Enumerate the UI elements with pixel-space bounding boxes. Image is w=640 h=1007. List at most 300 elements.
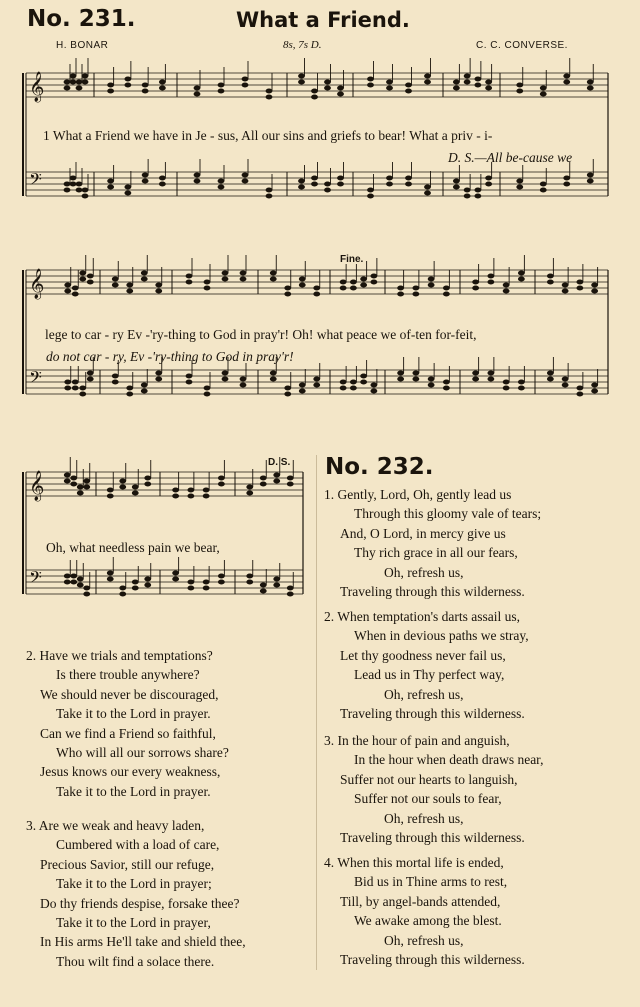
note-head [591, 289, 598, 294]
stanza-line: Traveling through this wilderness. [340, 706, 525, 722]
stanza-line: And, O Lord, in mercy give us [340, 525, 506, 541]
note-head [443, 380, 450, 385]
note-head [87, 274, 94, 279]
hymn-231-title: What a Friend. [236, 8, 410, 32]
note-head [370, 389, 377, 394]
note-head [340, 286, 347, 291]
note-head [386, 86, 393, 91]
note-head [87, 377, 94, 382]
note-head [82, 194, 89, 199]
note-head [240, 277, 247, 282]
note-head [472, 377, 479, 382]
note-head [141, 389, 148, 394]
note-head [503, 289, 510, 294]
note-head [124, 191, 131, 196]
note-head [260, 482, 267, 487]
note-head [591, 389, 598, 394]
note-head [313, 377, 320, 382]
note-head [350, 280, 357, 285]
stanza-line: In the hour when death draws near, [354, 752, 544, 768]
note-head [203, 586, 210, 591]
note-head [311, 176, 318, 181]
note-head [516, 89, 523, 94]
note-head [562, 289, 569, 294]
note-head [485, 176, 492, 181]
note-head [155, 283, 162, 288]
note-head [516, 83, 523, 88]
note-head [273, 473, 280, 478]
note-head [64, 283, 71, 288]
note-head [443, 292, 450, 297]
note-head [194, 179, 201, 184]
note-head [350, 286, 357, 291]
note-head [266, 194, 273, 199]
stanza-line: Take it to the Lord in prayer. [56, 706, 211, 722]
note-head [64, 380, 71, 385]
note-head [142, 89, 149, 94]
note-head [270, 277, 277, 282]
note-head [72, 380, 79, 385]
note-head [79, 392, 86, 397]
note-head [587, 80, 594, 85]
note-head [132, 580, 139, 585]
note-head [367, 83, 374, 88]
note-head [474, 194, 481, 199]
note-head [428, 277, 435, 282]
note-head [547, 280, 554, 285]
note-head [485, 182, 492, 187]
note-head [126, 392, 133, 397]
note-head [126, 386, 133, 391]
note-head [204, 280, 211, 285]
hymn-231-stanza-2 [26, 646, 229, 801]
system-3-lyric: Oh, what needless pain we bear, [46, 540, 220, 555]
note-head [72, 292, 79, 297]
note-head [222, 377, 229, 382]
system-2-ds-lyric: do not car - ry, Ev -'ry-thing to God in pray'r! [46, 349, 294, 364]
note-head [464, 80, 471, 85]
note-head [367, 188, 374, 193]
note-head [260, 476, 267, 481]
note-head [287, 592, 294, 597]
system-1-treble-clef-icon: 𝄞 [29, 72, 45, 102]
note-head [144, 583, 151, 588]
note-head [518, 271, 525, 276]
note-head [83, 586, 90, 591]
note-head [443, 286, 450, 291]
note-head [70, 80, 77, 85]
note-head [453, 179, 460, 184]
note-head [64, 182, 71, 187]
note-head [187, 494, 194, 499]
note-head [587, 179, 594, 184]
note-head [397, 371, 404, 376]
note-head [453, 80, 460, 85]
hymn-232-stanza-1 [324, 485, 541, 601]
note-head [64, 80, 71, 85]
note-head [144, 476, 151, 481]
note-head [412, 292, 419, 297]
note-head [298, 80, 305, 85]
note-head [453, 185, 460, 190]
note-head [194, 173, 201, 178]
note-head [487, 274, 494, 279]
system-3-treble-clef-icon: 𝄞 [29, 471, 45, 501]
note-head [370, 280, 377, 285]
stanza-line: Oh, refresh us, [384, 564, 464, 580]
note-head [126, 289, 133, 294]
note-head [424, 191, 431, 196]
note-head [76, 80, 83, 85]
system-1-bass-clef-icon: 𝄢 [29, 169, 42, 193]
note-head [82, 80, 89, 85]
note-head [112, 283, 119, 288]
note-head [587, 173, 594, 178]
note-head [563, 74, 570, 79]
note-head [350, 380, 357, 385]
note-head [141, 271, 148, 276]
note-head [87, 371, 94, 376]
note-head [311, 89, 318, 94]
note-head [591, 383, 598, 388]
note-head [218, 482, 225, 487]
note-head [350, 386, 357, 391]
stanza-line: Take it to the Lord in prayer; [56, 876, 212, 892]
system-2-bass-clef-icon: 𝄢 [29, 367, 42, 391]
note-head [159, 176, 166, 181]
note-head [428, 283, 435, 288]
note-head [194, 86, 201, 91]
note-head [324, 80, 331, 85]
stanza-line: 2. Have we trials and temptations? [26, 648, 213, 663]
note-head [311, 95, 318, 100]
note-head [70, 476, 77, 481]
note-head [405, 83, 412, 88]
note-head [428, 377, 435, 382]
note-head [107, 179, 114, 184]
stanza-line: Oh, refresh us, [384, 932, 464, 948]
note-head [337, 92, 344, 97]
note-head [222, 277, 229, 282]
note-head [562, 377, 569, 382]
note-head [70, 74, 77, 79]
note-head [87, 280, 94, 285]
note-head [240, 271, 247, 276]
note-head [424, 80, 431, 85]
note-head [119, 485, 126, 490]
note-head [77, 491, 84, 496]
note-head [77, 583, 84, 588]
note-head [119, 586, 126, 591]
note-head [187, 488, 194, 493]
note-head [405, 182, 412, 187]
note-head [563, 80, 570, 85]
system-2-lyric: lege to car - ry Ev -'ry-thing to God in pray'r! Oh! what peace we of-ten for-feit, [45, 327, 477, 342]
note-head [107, 488, 114, 493]
note-head [172, 488, 179, 493]
note-head [273, 583, 280, 588]
note-head [70, 574, 77, 579]
stanza-line: Oh, refresh us, [384, 686, 464, 702]
stanza-line: Oh, refresh us, [384, 810, 464, 826]
note-head [186, 374, 193, 379]
note-head [222, 371, 229, 376]
note-head [284, 292, 291, 297]
system-1-lyric: 1 What a Friend we have in Je - sus, All our sins and griefs to bear! What a priv - i- [43, 128, 493, 143]
system-1-ds-lyric: D. S.—All be-cause we [448, 150, 573, 165]
note-head [464, 188, 471, 193]
note-head [83, 592, 90, 597]
note-head [82, 188, 89, 193]
note-head [64, 188, 71, 193]
note-head [76, 188, 83, 193]
stanza-line: Through this gloomy vale of tears; [354, 506, 542, 522]
note-head [155, 371, 162, 376]
note-head [284, 286, 291, 291]
note-head [412, 286, 419, 291]
note-head [203, 580, 210, 585]
note-head [242, 77, 249, 82]
note-head [337, 86, 344, 91]
note-head [79, 386, 86, 391]
note-head [518, 386, 525, 391]
note-head [107, 185, 114, 190]
note-head [246, 574, 253, 579]
stanza-line: Cumbered with a load of care, [56, 837, 220, 853]
note-head [386, 182, 393, 187]
note-head [360, 380, 367, 385]
note-head [70, 482, 77, 487]
stanza-line: Bid us in Thine arms to rest, [354, 874, 508, 890]
note-head [218, 185, 225, 190]
note-head [76, 86, 83, 91]
note-head [266, 188, 273, 193]
note-head [284, 386, 291, 391]
stanza-line: Thy rich grace in all our fears, [354, 545, 518, 561]
note-head [298, 179, 305, 184]
note-head [218, 179, 225, 184]
note-head [218, 89, 225, 94]
note-head [503, 380, 510, 385]
column-divider [316, 455, 317, 970]
note-head [242, 179, 249, 184]
fine-mark: Fine. [340, 254, 364, 265]
note-head [540, 92, 547, 97]
note-head [242, 173, 249, 178]
hymn-232-stanza-4 [324, 853, 525, 969]
note-head [516, 185, 523, 190]
note-head [132, 586, 139, 591]
note-head [518, 380, 525, 385]
note-head [142, 179, 149, 184]
note-head [287, 586, 294, 591]
note-head [474, 77, 481, 82]
note-head [194, 92, 201, 97]
note-head [503, 386, 510, 391]
note-head [485, 86, 492, 91]
note-head [83, 485, 90, 490]
note-head [187, 580, 194, 585]
note-head [516, 179, 523, 184]
stanza-line: When in devious paths we stray, [354, 628, 529, 644]
note-head [386, 80, 393, 85]
note-head [472, 371, 479, 376]
note-head [266, 89, 273, 94]
note-head [83, 479, 90, 484]
note-head [186, 380, 193, 385]
note-head [186, 280, 193, 285]
note-head [340, 380, 347, 385]
note-head [324, 86, 331, 91]
note-head [107, 577, 114, 582]
note-head [112, 380, 119, 385]
note-head [474, 83, 481, 88]
note-head [298, 74, 305, 79]
note-head [77, 577, 84, 582]
note-head [563, 176, 570, 181]
note-head [218, 574, 225, 579]
note-head [313, 292, 320, 297]
note-head [405, 176, 412, 181]
stanza-line: Suffer not our hearts to languish, [340, 771, 518, 787]
note-head [155, 289, 162, 294]
note-head [77, 485, 84, 490]
hymn-231-meter: 8s, 7s D. [283, 39, 322, 51]
stanza-line: 3. Are we weak and heavy laden, [26, 818, 205, 833]
stanza-line: We should never be discouraged, [40, 686, 219, 702]
note-head [242, 83, 249, 88]
note-head [70, 176, 77, 181]
hymn-231-number: No. 231. [27, 6, 136, 32]
note-head [64, 473, 71, 478]
note-head [141, 277, 148, 282]
stanza-line: In His arms He'll take and shield thee, [40, 934, 246, 950]
note-head [591, 283, 598, 288]
note-head [540, 86, 547, 91]
note-head [270, 377, 277, 382]
note-head [112, 277, 119, 282]
note-head [64, 574, 71, 579]
note-head [270, 371, 277, 376]
note-head [240, 383, 247, 388]
note-head [132, 485, 139, 490]
note-head [218, 83, 225, 88]
note-head [64, 580, 71, 585]
note-head [563, 182, 570, 187]
stanza-line: 1. Gently, Lord, Oh, gently lead us [324, 487, 512, 502]
hymn-232-stanza-2 [324, 607, 529, 723]
note-head [370, 383, 377, 388]
note-head [107, 494, 114, 499]
note-head [370, 274, 377, 279]
note-head [287, 482, 294, 487]
note-head [464, 194, 471, 199]
note-head [155, 377, 162, 382]
stanza-line: 4. When this mortal life is ended, [324, 855, 504, 870]
stanza-line: 3. In the hour of pain and anguish, [324, 733, 510, 748]
note-head [246, 485, 253, 490]
note-head [119, 592, 126, 597]
note-head [159, 182, 166, 187]
note-head [172, 571, 179, 576]
note-head [424, 74, 431, 79]
note-head [240, 377, 247, 382]
note-head [287, 476, 294, 481]
stanza-line: Can we find a Friend so faithful, [40, 725, 216, 741]
note-head [142, 173, 149, 178]
note-head [547, 371, 554, 376]
note-head [204, 392, 211, 397]
hymn-232-number: No. 232. [325, 454, 434, 480]
note-head [472, 286, 479, 291]
stanza-line: Precious Savior, still our refuge, [40, 856, 215, 872]
stanza-line: Till, by angel-bands attended, [340, 893, 501, 909]
note-head [124, 185, 131, 190]
note-head [360, 283, 367, 288]
note-head [428, 383, 435, 388]
note-head [187, 586, 194, 591]
stanza-line: Traveling through this wilderness. [340, 830, 525, 846]
note-head [273, 577, 280, 582]
note-head [487, 280, 494, 285]
note-head [218, 476, 225, 481]
note-head [142, 83, 149, 88]
note-head [260, 589, 267, 594]
note-head [547, 377, 554, 382]
note-head [313, 286, 320, 291]
note-head [360, 374, 367, 379]
note-head [284, 392, 291, 397]
stanza-line: Take it to the Lord in prayer. [56, 783, 211, 799]
note-head [132, 491, 139, 496]
note-head [405, 89, 412, 94]
note-head [311, 182, 318, 187]
stanza-line: Suffer not our souls to fear, [354, 791, 502, 807]
note-head [453, 86, 460, 91]
note-head [159, 80, 166, 85]
note-head [299, 283, 306, 288]
note-head [337, 176, 344, 181]
note-head [562, 283, 569, 288]
hymn-232-stanza-3 [324, 731, 544, 847]
system-2-treble-clef-icon: 𝄞 [29, 269, 45, 299]
note-head [367, 77, 374, 82]
note-head [204, 286, 211, 291]
stanza-line: Take it to the Lord in prayer, [56, 915, 211, 931]
note-head [443, 386, 450, 391]
note-head [107, 89, 114, 94]
note-head [474, 188, 481, 193]
note-head [518, 277, 525, 282]
note-head [412, 377, 419, 382]
note-head [124, 83, 131, 88]
note-head [203, 494, 210, 499]
note-head [82, 74, 89, 79]
note-head [576, 280, 583, 285]
system-3-bass-clef-icon: 𝄢 [29, 567, 42, 591]
note-head [72, 286, 79, 291]
note-head [64, 386, 71, 391]
note-head [144, 577, 151, 582]
note-head [119, 479, 126, 484]
hymn-231-stanza-3 [26, 816, 246, 971]
note-head [172, 577, 179, 582]
note-head [70, 182, 77, 187]
stanza-line: Let thy goodness never fail us, [340, 647, 506, 663]
note-head [203, 488, 210, 493]
note-head [340, 280, 347, 285]
note-head [70, 580, 77, 585]
